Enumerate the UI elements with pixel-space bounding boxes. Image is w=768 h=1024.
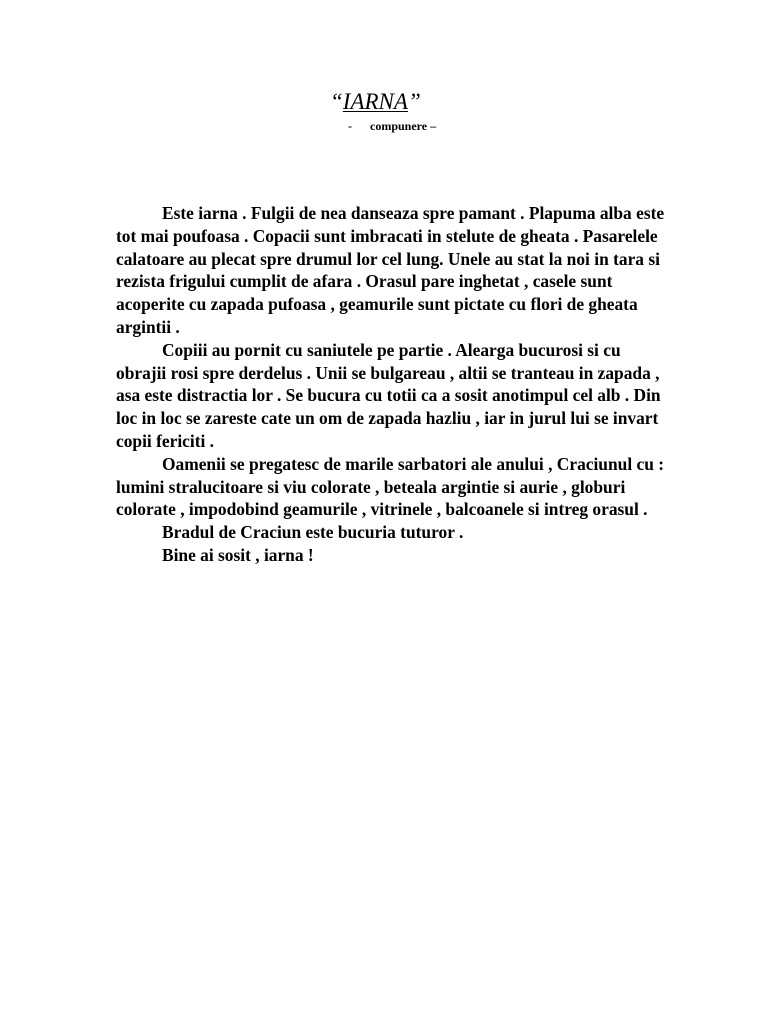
document-subtitle <box>348 118 436 134</box>
paragraph-2: Copiii au pornit cu saniutele pe partie . Alearga bucurosi si cu obrajii rosi spre derdelus . Unii se bulgareau , altii se tranteau in zapada , asa este distractia lor . Se bucura cu totii ca a sosit anotimpul cel alb . Din loc in loc se zareste cate un om de zapada hazliu , iar in jurul lui se invart copii fericiti . <box>116 339 661 451</box>
subtitle-dash: - <box>348 119 352 133</box>
title-word: IARNA <box>342 89 408 114</box>
title-close-quote: ” <box>407 89 421 114</box>
paragraph-1: Este iarna . Fulgii de nea danseaza spre pamant . Plapuma alba este tot mai poufoasa . Copacii sunt imbracati in stelute de gheata . Pasarelele calatoare au plecat spre drumul lor cel lung. Unele au stat la noi in tara si rezista frigului cumplit de afara . Orasul pare inghetat , casele sunt acoperite cu zapada pufoasa , geamurile sunt pictate cu flori de gheata argintii . <box>116 203 665 337</box>
paragraph-4: Bradul de Craciun este bucuria tuturor . <box>162 522 464 543</box>
subtitle-text: compunere – <box>370 119 437 133</box>
paragraph-3: Oamenii se pregatesc de marile sarbatori ale anului , Craciunul cu : lumini stralucitoare si viu colorate , beteala argintie si aurie , globuri colorate , impodobind geamurile , vitrinele , balcoanele si intreg orasul . <box>116 453 665 520</box>
paragraph-5: Bine ai sosit , iarna ! <box>162 544 314 565</box>
document-body <box>116 202 668 567</box>
title-open-quote: “ <box>330 89 343 114</box>
document-title <box>330 88 421 116</box>
